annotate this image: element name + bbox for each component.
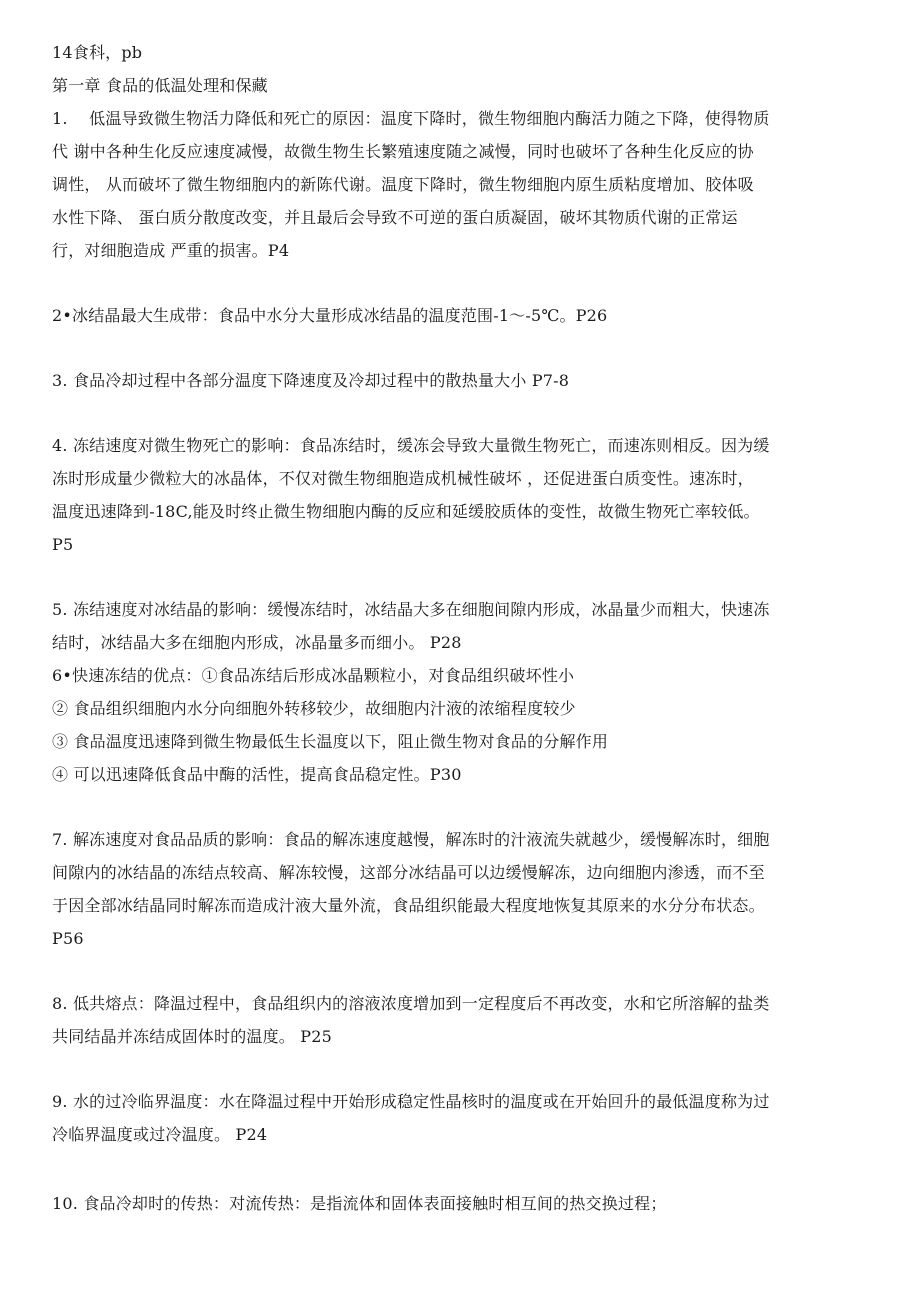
paragraph-line: 代 谢中各种生化反应速度减慢，故微生物生长繁殖速度随之减慢，同时也破坏了各种生化反应的协 (52, 142, 754, 161)
paragraph-line: P56 (52, 929, 84, 948)
paragraph-line: 5. 冻结速度对冰结晶的影响：缓慢冻结时，冰结晶大多在细胞间隙内形成，冰晶量少而粗大，快速冻 (52, 600, 770, 619)
chapter-title: 第一章 食品的低温处理和保藏 (52, 76, 268, 95)
paragraph-line: 8. 低共熔点：降温过程中，食品组织内的溶液浓度增加到一定程度后不再改变，水和它所溶解的盐类 (52, 994, 770, 1013)
paragraph-line: ② 食品组织细胞内水分向细胞外转移较少，故细胞内汁液的浓缩程度较少 (52, 699, 576, 718)
paragraph-line: 冻时形成量少微粒大的冰晶体，不仅对微生物细胞造成机械性破坏 ，还促进蛋白质变性。速冻时， (52, 469, 754, 488)
paragraph-line: 7. 解冻速度对食品品质的影响：食品的解冻速度越慢，解冻时的汁液流失就越少，缓慢解冻时，细胞 (52, 830, 770, 849)
paragraph-line: 1. 低温导致微生物活力降低和死亡的原因：温度下降时，微生物细胞内酶活力随之下降，使得物质 (52, 109, 770, 128)
paragraph-line: P5 (52, 535, 74, 554)
paragraph-line: 2•冰结晶最大生成带：食品中水分大量形成冰结晶的温度范围-1〜-5℃。P26 (52, 306, 608, 325)
paragraph-line: 3. 食品冷却过程中各部分温度下降速度及冷却过程中的散热量大小 P7-8 (52, 371, 570, 390)
paragraph-line: 水性下降、 蛋白质分散度改变，并且最后会导致不可逆的蛋白质凝固，破坏其物质代谢的正常运 (52, 208, 738, 227)
paragraph-line: 10. 食品冷却时的传热：对流传热：是指流体和固体表面接触时相互间的热交换过程； (52, 1194, 667, 1213)
paragraph-line: 共同结晶并冻结成固体时的温度。 P25 (52, 1027, 333, 1046)
paragraph-line: ③ 食品温度迅速降到微生物最低生长温度以下，阻止微生物对食品的分解作用 (52, 732, 609, 751)
paragraph-line: 9. 水的过冷临界温度：水在降温过程中开始形成稳定性晶核时的温度或在开始回升的最低温度称为过 (52, 1092, 770, 1111)
paragraph-line: ④ 可以迅速降低食品中酶的活性，提高食品稳定性。P30 (52, 765, 462, 784)
paragraph-line: 结时，冰结晶大多在细胞内形成，冰晶量多而细小。 P28 (52, 633, 462, 652)
paragraph-line: 行，对细胞造成 严重的损害。P4 (52, 241, 290, 260)
paragraph-line: 4. 冻结速度对微生物死亡的影响：食品冻结时，缓冻会导致大量微生物死亡，而速冻则相反。因为缓 (52, 436, 770, 455)
paragraph-line: 间隙内的冰结晶的冻结点较高、解冻较慢，这部分冰结晶可以边缓慢解冻，边向细胞内渗透，而不至 (52, 863, 765, 882)
paragraph-line: 冷临界温度或过冷温度。 P24 (52, 1125, 268, 1144)
paragraph-line: 于因全部冰结晶同时解冻而造成汁液大量外流，食品组织能最大程度地恢复其原来的水分分布状态。 (52, 896, 765, 915)
document-header: 14食科，pb (52, 43, 143, 62)
paragraph-line: 调性， 从而破坏了微生物细胞内的新陈代谢。温度下降时，微生物细胞内原生质粘度增加、胶体吸 (52, 175, 754, 194)
paragraph-line: 6•快速冻结的优点：①食品冻结后形成冰晶颗粒小，对食品组织破坏性小 (52, 666, 575, 685)
paragraph-line: 温度迅速降到-18C,能及时终止微生物细胞内酶的反应和延缓胶质体的变性，故微生物死亡率较低。 (52, 502, 760, 521)
